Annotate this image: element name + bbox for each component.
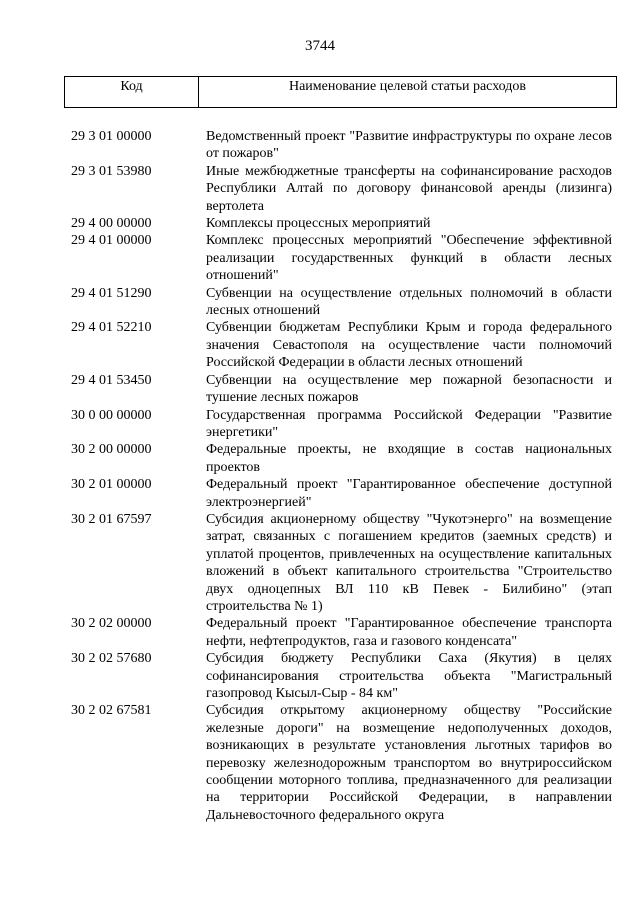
table-header bbox=[64, 76, 617, 108]
list-item bbox=[0, 615, 640, 650]
list-item bbox=[0, 319, 640, 371]
item-code: 29 4 01 52210 bbox=[71, 320, 152, 336]
item-code: 30 0 00 00000 bbox=[71, 407, 152, 423]
list-item bbox=[0, 702, 640, 824]
list-item bbox=[0, 285, 640, 320]
item-code: 30 2 02 67581 bbox=[71, 703, 152, 719]
item-description: Субвенции на осуществление мер пожарной безопасности и тушение лесных пожаров bbox=[206, 372, 612, 406]
list-item bbox=[0, 215, 640, 232]
item-description: Ведомственный проект "Развитие инфраструктуры по охране лесов от пожаров" bbox=[206, 129, 612, 162]
column-header-name: Наименование целевой статьи расходов bbox=[288, 79, 527, 94]
list-item bbox=[0, 372, 640, 407]
budget-items-list bbox=[0, 128, 640, 824]
item-description: Федеральный проект "Гарантированное обеспечение доступной электроэнергией" bbox=[206, 477, 612, 510]
item-description: Субсидия акционерному обществу "Чукотэнерго" на возмещение затрат, связанных с погашением кредитов (заемных средств) и уплатой процентов, привлеченных на осуществление капитальных вложений в объект капитального строительства "Строительство двух одноцепных ВЛ 110 кВ Певек - Билибино" (этап строительства № 1) bbox=[206, 511, 612, 614]
column-header-code: Код bbox=[65, 77, 199, 107]
list-item bbox=[0, 650, 640, 702]
item-description: Субсидия открытому акционерному обществу "Российские железные дороги" на возмещение недополученных доходов, возникающих в результате установления льготных тарифов во перевозку железнодорожным транспортом во внутрироссийском сообщении моторного топлива, предназначенного для реализации на территории Российской Федерации, в направлении Дальневосточного федерального округа bbox=[206, 703, 612, 823]
item-description: Субвенции бюджетам Республики Крым и города федерального значения Севастополя на осуществление части полномочий Российской Федерации в области лесных отношений bbox=[206, 320, 612, 371]
item-description: Федеральный проект "Гарантированное обеспечение транспорта нефти, нефтепродуктов, газа и газового конденсата" bbox=[206, 616, 612, 649]
list-item bbox=[0, 441, 640, 476]
item-code: 29 3 01 53980 bbox=[71, 163, 152, 179]
list-item bbox=[0, 511, 640, 615]
item-code: 29 3 01 00000 bbox=[71, 129, 152, 144]
page-number: 3744 bbox=[305, 38, 335, 54]
item-description: Комплекс процессных мероприятий "Обеспечение эффективной реализации государственных функций в области лесных отношений" bbox=[206, 233, 612, 284]
list-item bbox=[0, 128, 640, 163]
list-item bbox=[0, 407, 640, 442]
item-code: 30 2 01 67597 bbox=[71, 511, 152, 527]
item-description: Федеральные проекты, не входящие в состав национальных проектов bbox=[206, 442, 612, 475]
item-code: 30 2 02 00000 bbox=[71, 616, 152, 632]
item-code: 30 2 00 00000 bbox=[71, 442, 152, 458]
item-description: Комплексы процессных мероприятий bbox=[206, 216, 431, 232]
item-description: Государственная программа Российской Федерации "Развитие энергетики" bbox=[206, 407, 612, 440]
item-code: 29 4 01 53450 bbox=[71, 372, 152, 388]
item-code: 30 2 01 00000 bbox=[71, 477, 152, 493]
item-code: 29 4 00 00000 bbox=[71, 216, 152, 232]
item-description: Иные межбюджетные трансферты на софинансирование расходов Республики Алтай по договору финансовой аренды (лизинга) вертолета bbox=[206, 163, 612, 214]
item-description: Субвенции на осуществление отдельных полномочий в области лесных отношений bbox=[206, 285, 612, 319]
list-item bbox=[0, 232, 640, 284]
item-description: Субсидия бюджету Республики Саха (Якутия) в целях софинансирования строительства объекта "Магистральный газопровод Кысыл-Сыр - 84 км" bbox=[206, 651, 612, 701]
item-code: 29 4 01 51290 bbox=[71, 285, 152, 301]
list-item bbox=[0, 476, 640, 511]
item-code: 29 4 01 00000 bbox=[71, 233, 152, 249]
item-code: 30 2 02 57680 bbox=[71, 651, 152, 667]
list-item bbox=[0, 163, 640, 215]
